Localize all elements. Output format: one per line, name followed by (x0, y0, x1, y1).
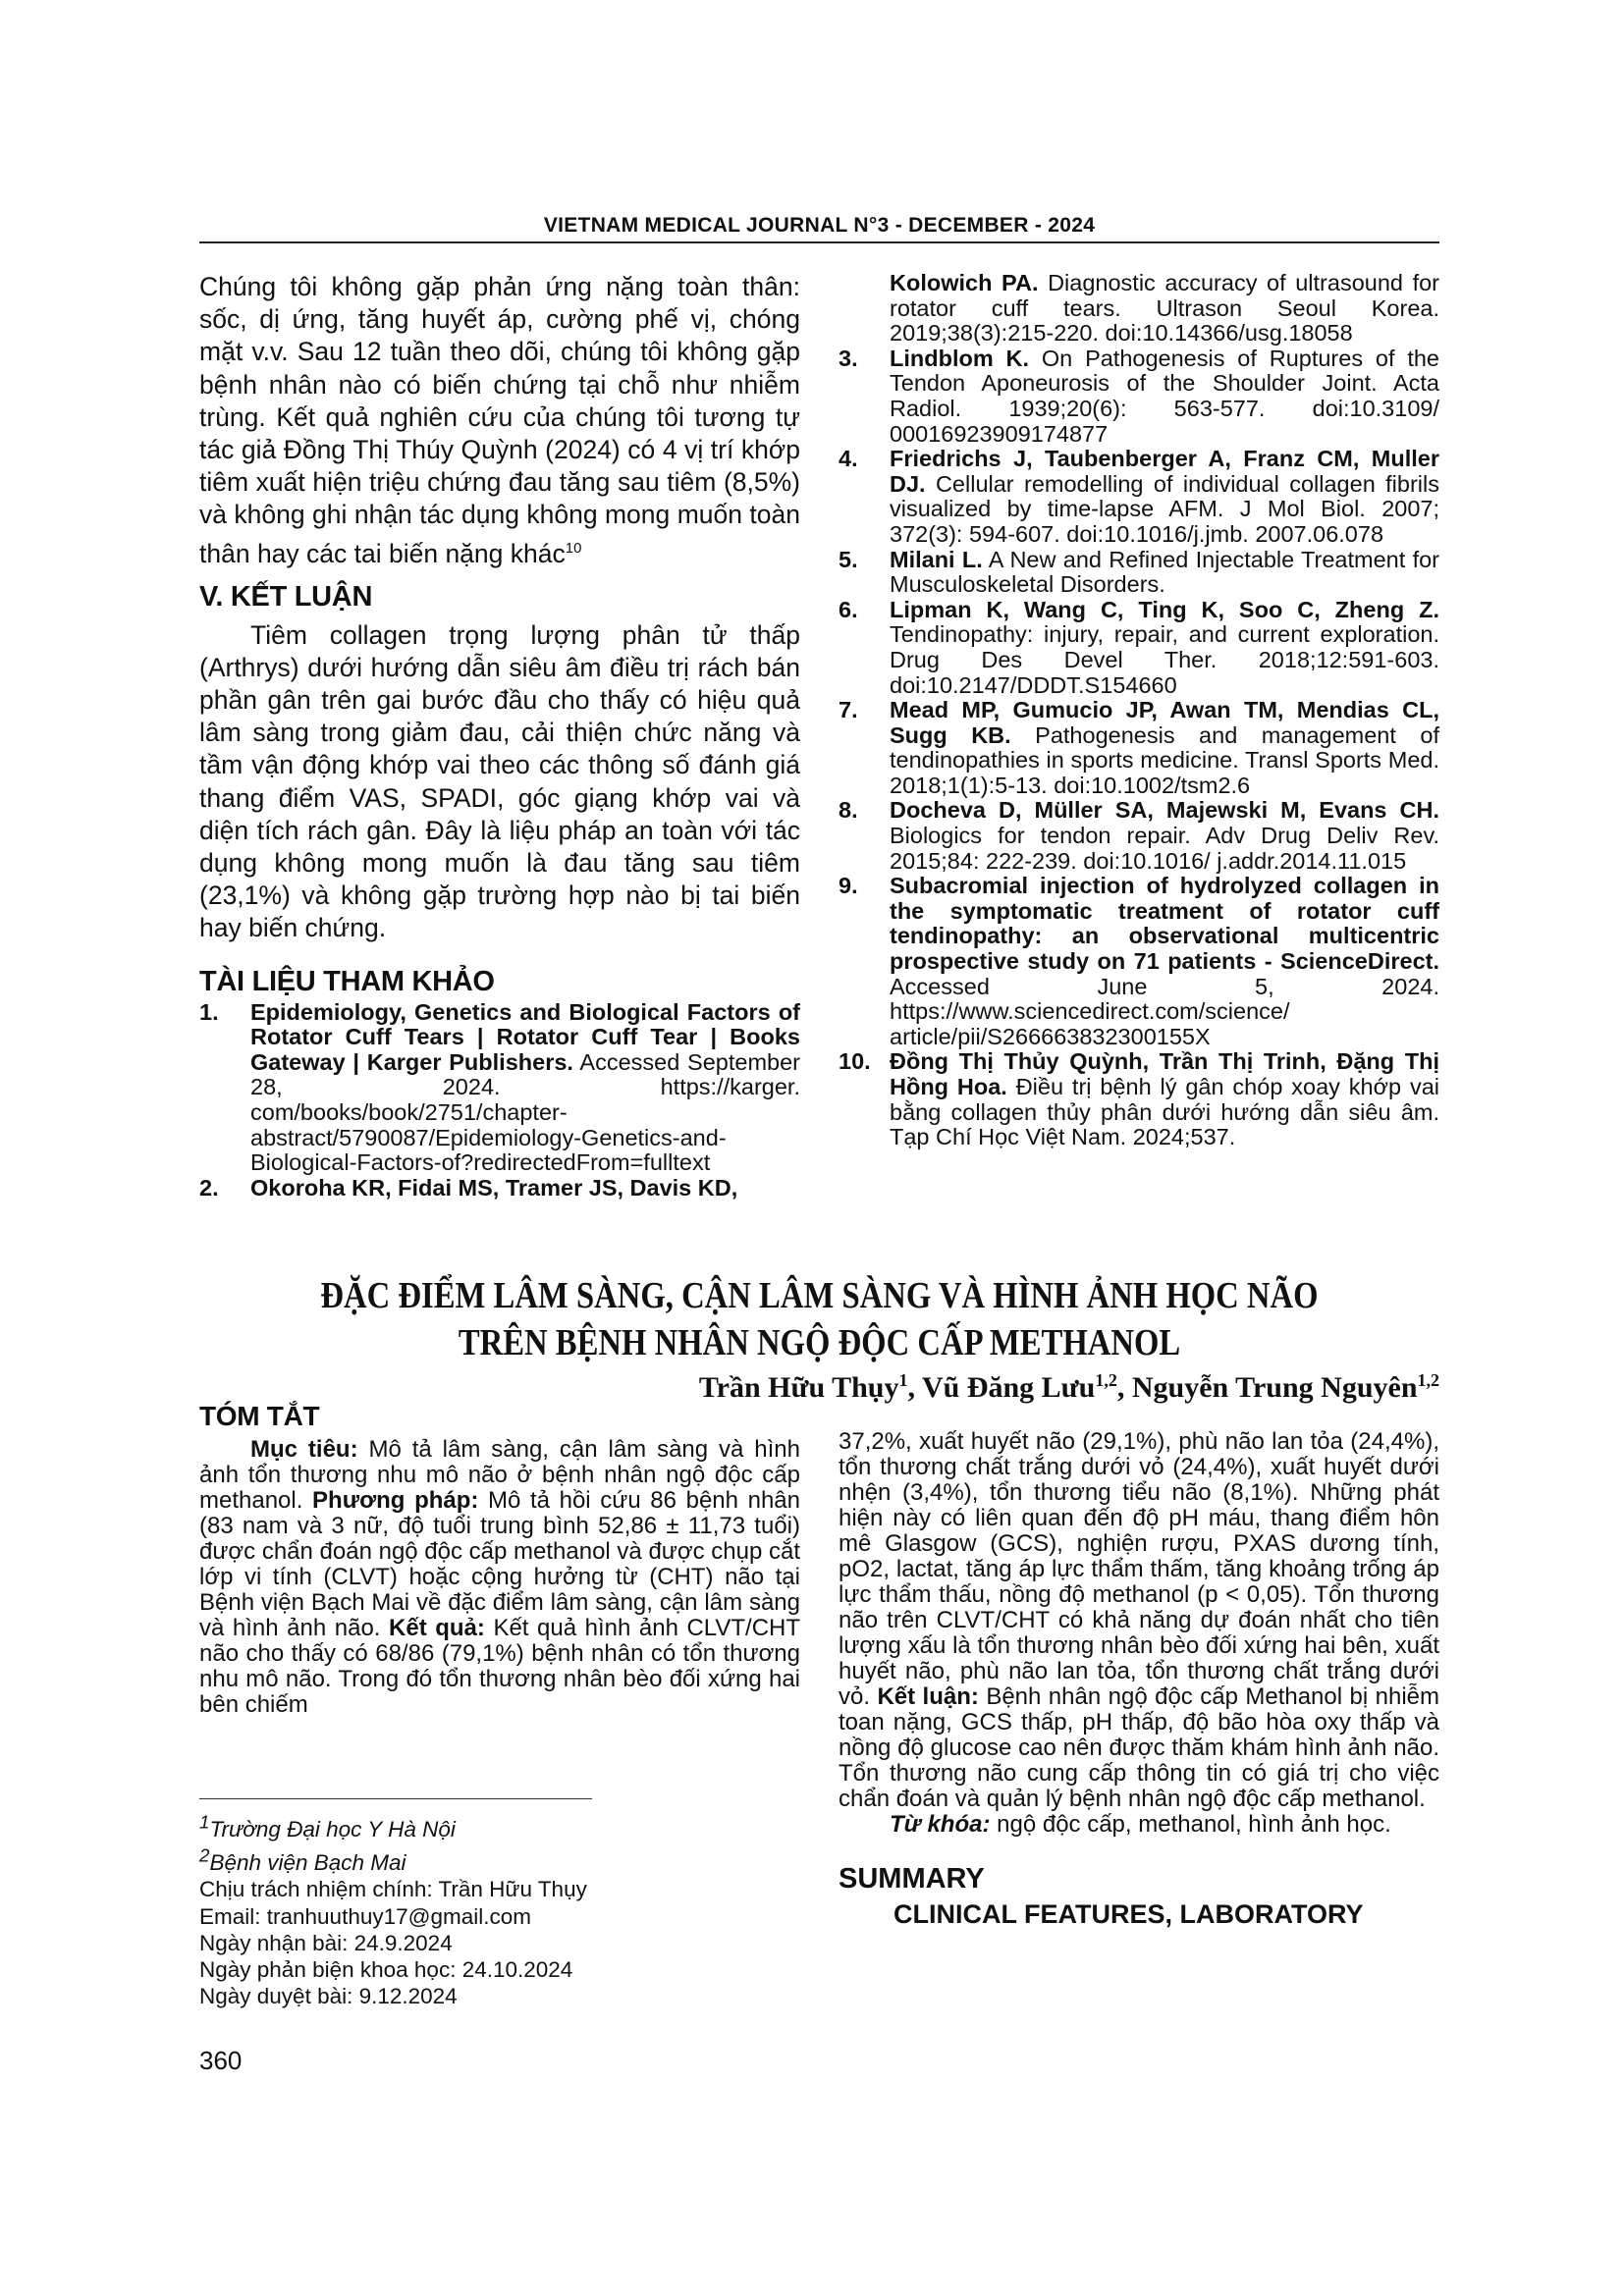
reference-authors: Milani L. (890, 546, 983, 572)
received-date: Ngày nhận bài: 24.9.2024 (199, 1930, 453, 1955)
reference-item (839, 698, 1439, 798)
running-header: VIETNAM MEDICAL JOURNAL N°3 - DECEMBER - 2024 (543, 214, 1096, 237)
right-column-top (839, 271, 1439, 1150)
author-separator: , (907, 1371, 922, 1404)
affiliation-1 (199, 1808, 587, 1842)
reference-authors: Lipman K, Wang C, Ting K, Soo C, Zheng Z. (890, 596, 1439, 622)
author-name: Nguyễn Trung Nguyên (1131, 1371, 1418, 1404)
reference-item (839, 874, 1439, 1049)
reference-details: A New and Refined Injectable Treatment for Musculoskeletal Disorders. (890, 546, 1440, 598)
methods-label: Phương pháp: (312, 1487, 479, 1514)
reference-number: 4. (839, 446, 858, 472)
affiliation-number: 2 (199, 1844, 210, 1866)
abstract-paragraph-continued (839, 1429, 1439, 1812)
reference-number: 10. (839, 1048, 871, 1075)
discussion-text: Chúng tôi không gặp phản ứng nặng toàn thân: sốc, dị ứng, tăng huyết áp, cường phế vị, chóng mặt v.v. Sau 12 tuần theo dõi, chúng tôi không gặp bệnh nhân nào có biến chứng tại chỗ như nhiễm trùng. Kết quả nghiên cứu của chúng tôi tương tự tác giả Đồng Thị Thúy Quỳnh (2024) có 4 vị trí khớp tiêm xuất hiện triệu chứng đau tăng sau tiêm (8,5%) và không ghi nhận tác dụng không mong muốn toàn thân hay các tai biến nặng khác (199, 272, 800, 568)
reference-details: Biologics for tendon repair. Adv Drug Deliv Rev. 2015;84: 222-239. doi:10.1016/ j.addr.2014.11.015 (890, 823, 1439, 874)
reference-item (839, 1049, 1439, 1149)
reference-authors: Đồng Thị Thủy Quỳnh, Trần Thị Trinh, Đặng Thị Hồng Hoa. (890, 1048, 1439, 1099)
abstract-left (199, 1398, 800, 1718)
reference-details: Pathogenesis and management of tendinopathies in sports medicine. Transl Sports Med. 2018;1(1):5-13. doi:10.1002/tsm2.6 (890, 721, 1439, 798)
results-label: Kết quả: (389, 1615, 485, 1641)
summary-title: CLINICAL FEATURES, LABORATORY (893, 1899, 1364, 1929)
conclusion-heading: V. KẾT LUẬN (199, 580, 373, 613)
summary-heading: SUMMARY (839, 1863, 985, 1895)
corresponding-author: Chịu trách nhiệm chính: Trần Hữu Thụy (199, 1877, 587, 1902)
reference-authors: Kolowich PA. (890, 270, 1039, 295)
reference-number: 9. (839, 873, 858, 899)
reference-item (839, 598, 1439, 698)
discussion-paragraph (199, 271, 800, 570)
author-name: Vũ Đăng Lưu (921, 1371, 1096, 1404)
reference-title: Subacromial injection of hydrolyzed collagen in the symptomatic treatment of rotator cuff tendinopathy: an observational multicentric prospective study on 71 patients - ScienceDirect. (890, 873, 1439, 975)
conclusion-label: Kết luận: (877, 1683, 979, 1710)
reference-details: Accessed June 5, 2024. https://www.sciencedirect.com/science/ article/pii/S266663832300155X (890, 973, 1439, 1049)
results-text-continued: 37,2%, xuất huyết não (29,1%), phù não lan tỏa (24,4%), tổn thương chất trắng dưới vỏ (24,4%), xuất huyết dưới nhện (3,4%), tổn thương tiểu não (8,1%). Những phát hiện này có liên quan đến độ pH máu, thang điểm hôn mê Glasgow (GCS), nghiện rượu, PXAS dương tính, pO2, lactat, tăng áp lực thẩm thấm, tăng khoảng trống áp lực thẩm thấu, nồng độ methanol (p < 0,05). Tổn thương não trên CLVT/CHT có khả năng dự đoán nhất cho tiên lượng xấu là tổn thương nhân bèo đối xứng hai bên, xuất huyết não, phù não lan tỏa, tổn thương chất trắng dưới vỏ. (839, 1428, 1439, 1710)
left-column-top (199, 271, 800, 1201)
reference-authors: Docheva D, Müller SA, Majewski M, Evans CH. (890, 797, 1439, 824)
affiliation-text: Trường Đại học Y Hà Nội (209, 1816, 456, 1842)
author-name: Trần Hữu Thụy (698, 1371, 899, 1404)
affiliation-marker: 1 (898, 1370, 908, 1390)
reference-details: Tendinopathy: injury, repair, and current exploration. Drug Des Devel Ther. 2018;12:591-603. doi:10.2147/DDDT.S154660 (890, 621, 1439, 698)
reference-number: 5. (839, 546, 858, 572)
objective-text: Mô tả lâm sàng, cận lâm sàng và hình ảnh tổn thương nhu mô não ở bệnh nhân ngộ độc cấp methanol. (199, 1436, 801, 1514)
author-separator: , (1116, 1371, 1132, 1404)
results-text: Kết quả hình ảnh CLVT/CHT não cho thấy có 68/86 (79,1%) bệnh nhân có tổn thương nhu mô não. Trong đó tổn thương nhân bèo đối xứng hai bên chiếm (199, 1615, 801, 1718)
page-number: 360 (199, 2046, 243, 2075)
abstract-right (839, 1429, 1439, 1930)
article-title-line-2: TRÊN BỆNH NHÂN NGỘ ĐỘC CẤP METHANOL (458, 1322, 1181, 1363)
reference-details: Accessed September 28, 2024. https://karger. com/books/book/2751/chapter-abstract/5790087/Epidemiology-Genetics-and-Biological-Factors-of?redirectedFrom=fulltext (250, 1048, 800, 1176)
reference-authors: Lindblom K. (890, 345, 1030, 371)
conclusion-text: Bệnh nhân ngộ độc cấp Methanol bị nhiễm toan nặng, GCS thấp, pH thấp, độ bão hòa oxy thấp và nồng độ glucose cao nên được thăm khám hình ảnh não. Tổn thương não cung cấp thông tin có giá trị cho việc chẩn đoán và quản lý bệnh nhân ngộ độc cấp methanol. (839, 1683, 1439, 1812)
review-date: Ngày phản biện khoa học: 24.10.2024 (199, 1957, 573, 1983)
reference-number: 1. (199, 998, 219, 1025)
reference-authors: Friedrichs J, Taubenberger A, Franz CM, Muller DJ. (890, 446, 1439, 497)
keywords-label: Từ khóa: (890, 1811, 991, 1838)
references-heading: TÀI LIỆU THAM KHẢO (199, 965, 495, 997)
conclusion-paragraph: Tiêm collagen trọng lượng phân tử thấp (Arthrys) dưới hướng dẫn siêu âm điều trị rách bán phần gân trên gai bước đầu cho thấy có hiệu quả lâm sàng trong giảm đau, cải thiện chức năng và tầm vận động khớp vai theo các thông số đánh giá thang điểm VAS, SPADI, góc giạng khớp vai và diện tích rách gân. Đây là liệu pháp an toàn với tác dụng không mong muốn là đau tăng sau tiêm (23,1%) và không gặp trường hợp nào bị tai biến hay biến chứng. (199, 619, 800, 943)
reference-title: Epidemiology, Genetics and Biological Factors of Rotator Cuff Tears | Rotator Cuff Tear | Books Gateway | Karger Publishers. (250, 998, 800, 1075)
article-title-line-1: ĐẶC ĐIỂM LÂM SÀNG, CẬN LÂM SÀNG VÀ HÌNH ẢNH HỌC NÃO (320, 1275, 1319, 1316)
reference-item (199, 1000, 800, 1176)
abstract-heading: TÓM TẮT (199, 1401, 320, 1431)
methods-text: Mô tả hồi cứu 86 bệnh nhân (83 nam và 3 nữ, độ tuổi trung bình 52,86 ± 11,73 tuổi) được chẩn đoán ngộ độc cấp methanol và được chụp cắt lớp vi tính (CLVT) hoặc cộng hưởng từ (CHT) não tại Bệnh viện Bạch Mai về đặc điểm lâm sàng, cận lâm sàng và hình ảnh não. (199, 1487, 801, 1641)
reference-authors: Mead MP, Gumucio JP, Awan TM, Mendias CL, Sugg KB. (890, 697, 1439, 748)
reference-number: 3. (839, 345, 858, 371)
keywords-paragraph (839, 1812, 1439, 1838)
objective-label: Mục tiêu: (250, 1436, 358, 1463)
reference-item (839, 347, 1439, 447)
reference-item-continued (839, 271, 1439, 347)
affiliation-marker: 1,2 (1417, 1370, 1439, 1390)
reference-item (839, 798, 1439, 874)
affiliation-text: Bệnh viện Bạch Mai (209, 1850, 406, 1876)
footnotes (199, 1808, 587, 2009)
affiliation-number: 1 (199, 1811, 210, 1832)
accepted-date: Ngày duyệt bài: 9.12.2024 (199, 1984, 458, 2009)
references-list-left (199, 1000, 800, 1201)
references-list-right (839, 271, 1439, 1150)
reference-item (839, 548, 1439, 598)
email: Email: tranhuuthuy17@gmail.com (199, 1903, 531, 1929)
reference-number: 6. (839, 596, 858, 622)
article-title (286, 1272, 1352, 1366)
reference-number: 8. (839, 797, 858, 824)
author (1132, 1371, 1439, 1404)
reference-item (839, 447, 1439, 547)
citation-superscript: 10 (565, 539, 582, 557)
affiliation-2 (199, 1842, 587, 1877)
reference-details: Diagnostic accuracy of ultrasound for rotator cuff tears. Ultrason Seoul Korea. 2019;38(3):215-220. doi:10.14366/usg.18058 (890, 270, 1440, 347)
reference-number: 2. (199, 1174, 219, 1201)
abstract-paragraph (199, 1437, 800, 1718)
reference-authors: Okoroha KR, Fidai MS, Tramer JS, Davis KD, (250, 1174, 738, 1201)
reference-details: On Pathogenesis of Ruptures of the Tendon Aponeurosis of the Shoulder Joint. Acta Radiol. 1939;20(6): 563-577. doi:10.3109/ 00016923909174877 (890, 345, 1439, 447)
affiliation-marker: 1,2 (1095, 1370, 1117, 1390)
footnote-rule (199, 1798, 592, 1799)
reference-details: Điều trị bệnh lý gân chóp xoay khớp vai bằng collagen thủy phân dưới hướng dẫn siêu âm. Tạp Chí Học Việt Nam. 2024;537. (890, 1074, 1439, 1150)
reference-number: 7. (839, 697, 858, 723)
reference-item (199, 1176, 800, 1201)
keywords-text: ngộ độc cấp, methanol, hình ảnh học. (990, 1811, 1391, 1838)
reference-details: Cellular remodelling of individual collagen fibrils visualized by time-lapse AFM. J Mol Biol. 2007; 372(3): 594-607. doi:10.1016/j.jmb. 2007.06.078 (890, 470, 1439, 547)
author (922, 1371, 1132, 1404)
header-rule (199, 241, 1439, 243)
